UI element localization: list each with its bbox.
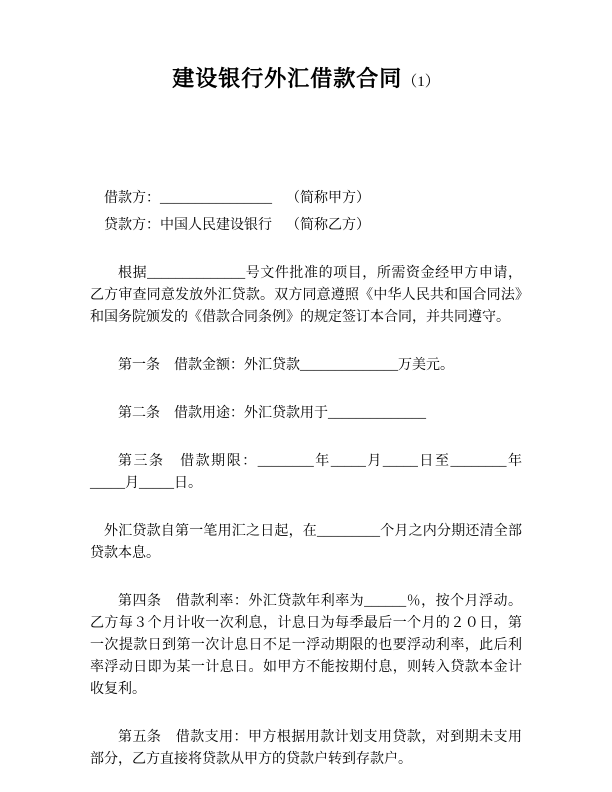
lender-line (90, 212, 522, 239)
title-number: （1） (402, 74, 440, 90)
clause-3-term: 第三条 借款期限：________年_____月_____日至________年_____月_____日。 (90, 454, 522, 491)
lender-value: 中国人民建设银行 (160, 218, 272, 233)
page-title (90, 64, 522, 97)
borrower-label: 借款方： (104, 191, 160, 206)
parties-block (90, 185, 522, 239)
lender-label: 贷款方： (104, 218, 160, 233)
title-text: 建设银行外汇借款合同 (172, 66, 403, 91)
paragraph-preamble: 根据______________号文件批准的项目，所需资金经甲方申请，乙方审查同意发放外汇贷款。双方同意遵照《中华人民共和国合同法》和国务院颁发的《借款合同条例》的规定签订本合同，并共同遵守。 (90, 266, 522, 325)
clause-2-purpose: 第二条 借款用途：外汇贷款用于______________ (118, 406, 426, 421)
lender-note: （简称乙方） (286, 218, 370, 233)
borrower-blank: ________________ (160, 191, 272, 206)
clause-3-repayment-note: 外汇贷款自第一笔用汇之日起，在_________个月之内分期还清全部贷款本息。 (90, 524, 522, 561)
borrower-line (90, 185, 522, 212)
borrower-note: （简称甲方） (286, 191, 370, 206)
clause-5-disbursement: 第五条 借款支用：甲方根据用款计划支用贷款，对到期未支用部分，乙方直接将贷款从甲方的贷款户转到存款户。 (90, 730, 522, 767)
clause-1-amount: 第一条 借款金额：外汇贷款______________万美元。 (118, 358, 454, 373)
clause-4-interest: 第四条 借款利率：外汇贷款年利率为______％，按个月浮动。乙方每３个月计收一次利息，计息日为每季最后一个月的２０日，第一次提款日到第一次计息日不足一浮动期限的也要浮动利率，此后利率浮动日即为某一计息日。如甲方不能按期付息，则转入贷款本金计收复利。 (90, 594, 522, 697)
